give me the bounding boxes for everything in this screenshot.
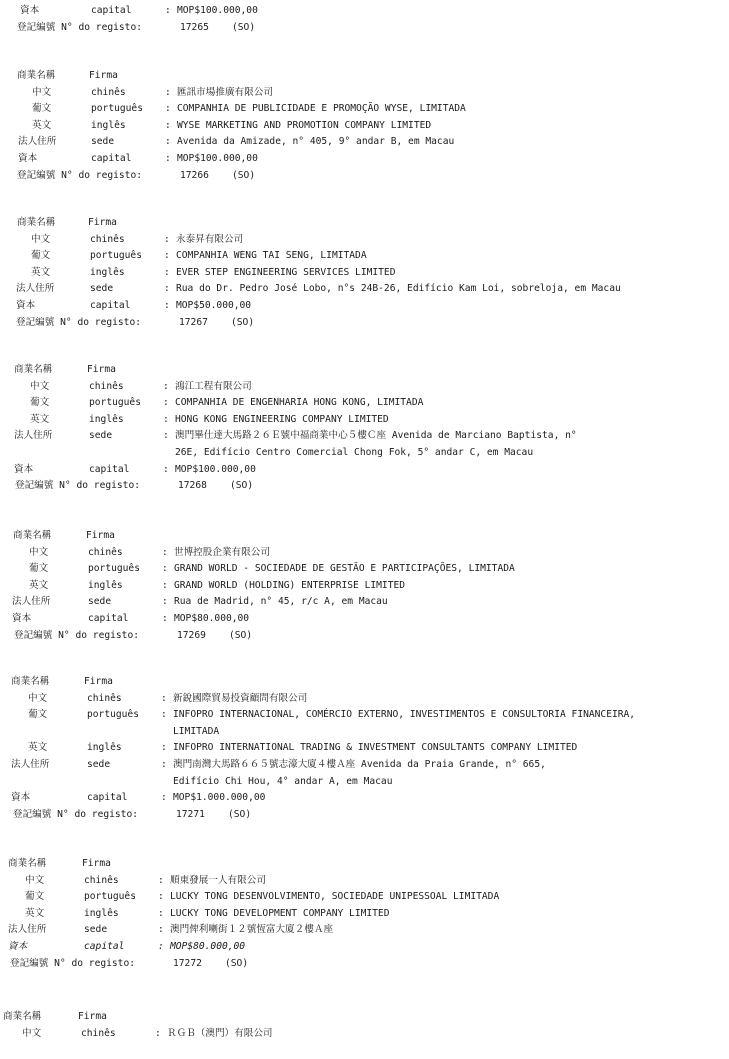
field-label-zh: 英文 — [25, 907, 45, 919]
field-label-pt: sede — [90, 283, 114, 295]
field-label-pt: chinês — [87, 692, 122, 704]
field-label-pt: português — [84, 891, 136, 903]
field-value: Rua do Dr. Pedro José Lobo, n°s 24B-26, Edifício Kam Loi, sobreloja, em Macau — [176, 283, 621, 295]
registration-label: 登記編號 N° do registo: — [16, 316, 142, 328]
field-value: COMPANHIA DE ENGENHARIA HONG KONG, LIMITADA — [175, 397, 424, 409]
field-label-zh: 法人住所 — [11, 759, 50, 770]
field-value-continued: 26E, Edifício Centro Comercial Chong Fok, 5° andar C, em Macau — [175, 447, 534, 458]
registration-number: 17266 — [180, 169, 209, 181]
field-label-pt: chinês — [88, 546, 123, 558]
registration-suffix: (SO) — [228, 808, 252, 820]
field-label-zh: 英文 — [31, 266, 51, 278]
field-label-zh: 英文 — [30, 413, 50, 425]
field-label-zh: 中文 — [29, 546, 49, 558]
firm-title-pt: Firma — [88, 217, 117, 228]
firm-title-zh: 商業名稱 — [14, 364, 53, 375]
field-value: MOP$50.000,00 — [176, 300, 252, 311]
field-value: COMPANHIA DE PUBLICIDADE E PROMOÇÃO WYSE, LIMITADA — [177, 103, 466, 115]
firm-title-pt: Firma — [84, 676, 113, 687]
field-value: MOP$1.000.000,00 — [173, 792, 266, 804]
field-separator: : — [163, 413, 169, 425]
field-separator: : — [165, 136, 171, 148]
registration-label: 登記編號 N° do registo: — [13, 808, 139, 820]
field-label-zh: 葡文 — [31, 250, 51, 262]
field-separator: : — [165, 86, 171, 98]
field-value: 順東發展一人有限公司 — [170, 874, 266, 886]
field-value: Rua de Madrid, n° 45, r/c A, em Macau — [174, 596, 388, 608]
registration-suffix: (SO) — [225, 957, 249, 969]
registration-label: 登記編號 N° do registo: — [10, 957, 136, 969]
field-separator: : — [163, 380, 169, 392]
field-separator: : — [163, 430, 169, 442]
field-separator: : — [162, 596, 168, 608]
field-value-continued: LIMITADA — [173, 725, 220, 737]
firm-title-zh: 商業名稱 — [3, 1011, 42, 1022]
field-separator: : — [162, 579, 168, 591]
field-value: Avenida da Amizade, n° 405, 9° andar B, em Macau — [177, 136, 455, 148]
field-label-pt: português — [89, 397, 141, 409]
field-label-zh: 資本 — [11, 792, 31, 804]
firm-title-pt: Firma — [82, 858, 111, 869]
field-label-pt: chinês — [90, 233, 125, 245]
field-label-zh: 中文 — [32, 86, 52, 98]
field-label-pt: chinês — [81, 1027, 116, 1039]
field-label-pt: capital — [88, 613, 129, 624]
field-label-zh: 資本 — [18, 153, 38, 164]
registration-suffix: (SO) — [231, 316, 255, 328]
field-separator: : — [158, 941, 164, 952]
field-label-zh: 資本 — [8, 941, 28, 952]
field-value: HONG KONG ENGINEERING COMPANY LIMITED — [175, 413, 389, 425]
field-label-pt: sede — [91, 136, 115, 148]
field-label-pt: inglês — [84, 907, 119, 919]
field-label-zh: 英文 — [29, 579, 49, 591]
field-label-zh: 資本 — [16, 300, 36, 311]
field-value: WYSE MARKETING AND PROMOTION COMPANY LIMITED — [177, 119, 432, 131]
registration-label: 登記編號 N° do registo: — [15, 480, 141, 492]
field-separator: : — [165, 5, 171, 16]
firm-title-zh: 商業名稱 — [13, 530, 52, 541]
field-label-pt: sede — [88, 596, 112, 608]
registration-label: 登記編號 N° do registo: — [14, 629, 140, 641]
field-label-pt: português — [87, 709, 139, 721]
field-value: GRAND WORLD - SOCIEDADE DE GESTÃO E PARTICIPAÇÕES, LIMITADA — [174, 563, 515, 575]
field-separator: : — [161, 792, 167, 804]
field-label-zh: 中文 — [31, 233, 51, 245]
field-separator: : — [165, 119, 171, 131]
field-value: INFOPRO INTERNACIONAL, COMÉRCIO EXTERNO, INVESTIMENTOS E CONSULTORIA FINANCEIRA, — [173, 709, 636, 721]
firm-title-zh: 商業名稱 — [17, 70, 56, 81]
field-label-pt: capital — [91, 153, 132, 164]
field-value: 匯訊市場推廣有限公司 — [177, 86, 273, 98]
field-separator: : — [155, 1027, 161, 1039]
field-label-zh: 葡文 — [30, 397, 50, 409]
field-label-pt: inglês — [89, 413, 124, 425]
field-separator: : — [163, 463, 169, 475]
field-label-zh: 資本 — [12, 613, 32, 624]
field-separator: : — [158, 874, 164, 886]
field-value: MOP$80.000,00 — [170, 941, 246, 952]
field-label-pt: português — [88, 563, 140, 575]
field-value: 澳門南灣大馬路６６５號志濠大廈４樓Ａ座 Avenida da Praia Grande, n° 665, — [173, 759, 546, 770]
field-value: 永泰昇有限公司 — [176, 233, 244, 245]
field-label-zh: 中文 — [22, 1027, 42, 1039]
field-value: GRAND WORLD (HOLDING) ENTERPRISE LIMITED — [174, 579, 406, 591]
field-label-zh: 葡文 — [25, 891, 45, 903]
field-label-zh: 資本 — [20, 5, 40, 16]
registration-number: 17271 — [176, 808, 205, 820]
field-label-pt: chinês — [84, 874, 119, 886]
field-value: ＲＧＢ（澳門）有限公司 — [167, 1027, 273, 1039]
field-value: 新銳國際貿易投資顧問有限公司 — [173, 692, 308, 704]
field-separator: : — [161, 709, 167, 721]
field-label-zh: 葡文 — [32, 103, 52, 115]
field-label-pt: capital — [90, 300, 131, 311]
field-separator: : — [161, 692, 167, 704]
field-separator: : — [161, 759, 167, 770]
firm-title-pt: Firma — [89, 70, 118, 81]
field-label-pt: capital — [84, 941, 125, 952]
registration-number: 17269 — [177, 629, 206, 641]
field-label-zh: 中文 — [25, 874, 45, 886]
field-separator: : — [162, 613, 168, 624]
field-value: 世博控股企業有限公司 — [174, 546, 270, 558]
field-label-zh: 資本 — [14, 463, 34, 475]
field-label-zh: 法人住所 — [8, 924, 47, 936]
field-label-zh: 法人住所 — [16, 283, 55, 295]
field-separator: : — [164, 266, 170, 278]
field-label-pt: chinês — [91, 86, 126, 98]
field-label-zh: 法人住所 — [12, 596, 51, 608]
firm-title-pt: Firma — [86, 530, 115, 541]
field-value: 鴻江工程有限公司 — [175, 380, 252, 392]
field-label-zh: 法人住所 — [14, 430, 53, 442]
field-separator: : — [162, 546, 168, 558]
field-label-pt: sede — [84, 924, 108, 936]
field-label-zh: 法人住所 — [18, 136, 57, 148]
field-value: EVER STEP ENGINEERING SERVICES LIMITED — [176, 266, 396, 278]
field-label-pt: capital — [91, 5, 132, 16]
field-separator: : — [162, 563, 168, 575]
field-label-zh: 中文 — [28, 692, 48, 704]
field-separator: : — [158, 924, 164, 936]
firm-title-zh: 商業名稱 — [11, 676, 50, 687]
registration-suffix: (SO) — [229, 629, 253, 641]
field-separator: : — [164, 233, 170, 245]
field-label-zh: 葡文 — [29, 563, 49, 575]
registration-suffix: (SO) — [232, 169, 256, 181]
field-label-pt: inglês — [90, 266, 125, 278]
registration-number: 17272 — [173, 957, 202, 969]
field-label-pt: capital — [87, 792, 128, 804]
field-label-pt: português — [91, 103, 143, 115]
field-value: MOP$100.000,00 — [175, 463, 256, 475]
field-label-zh: 英文 — [32, 119, 52, 131]
field-separator: : — [164, 283, 170, 295]
field-value: MOP$100.000,00 — [177, 153, 258, 164]
field-separator: : — [163, 397, 169, 409]
field-label-zh: 葡文 — [28, 709, 48, 721]
registration-label: 登記編號 N° do registo: — [17, 21, 143, 33]
registration-number: 17268 — [178, 480, 207, 492]
field-label-pt: sede — [89, 430, 113, 442]
field-label-zh: 中文 — [30, 380, 50, 392]
field-separator: : — [161, 742, 167, 754]
field-label-pt: inglês — [87, 742, 122, 754]
field-separator: : — [158, 891, 164, 903]
registration-label: 登記編號 N° do registo: — [17, 169, 143, 181]
field-separator: : — [164, 300, 170, 311]
field-value: 澳門俾利喇街１２號恆富大廈２樓Ａ座 — [170, 924, 334, 936]
field-label-pt: sede — [87, 759, 111, 770]
field-label-pt: inglês — [91, 119, 126, 131]
field-separator: : — [164, 250, 170, 262]
field-value-continued: Edifício Chi Hou, 4° andar A, em Macau — [173, 775, 393, 787]
registration-number: 17267 — [179, 316, 208, 328]
field-label-pt: inglês — [88, 579, 123, 591]
firm-title-pt: Firma — [78, 1011, 107, 1022]
field-value: MOP$100.000,00 — [177, 5, 258, 16]
registration-suffix: (SO) — [230, 480, 254, 492]
registration-suffix: (SO) — [232, 21, 256, 33]
firm-title-pt: Firma — [87, 364, 116, 375]
field-separator: : — [165, 153, 171, 164]
firm-title-zh: 商業名稱 — [17, 217, 56, 228]
registration-number: 17265 — [180, 21, 209, 33]
field-value: MOP$80.000,00 — [174, 613, 250, 624]
field-value: COMPANHIA WENG TAI SENG, LIMITADA — [176, 250, 367, 262]
field-separator: : — [158, 907, 164, 919]
field-separator: : — [165, 103, 171, 115]
field-label-pt: capital — [89, 463, 130, 475]
field-label-pt: chinês — [89, 380, 124, 392]
field-value: LUCKY TONG DESENVOLVIMENTO, SOCIEDADE UNIPESSOAL LIMITADA — [170, 891, 500, 903]
firm-title-zh: 商業名稱 — [8, 858, 47, 869]
field-label-zh: 英文 — [28, 742, 48, 754]
field-value: 澳門畢仕達大馬路２６Ｅ號中福商業中心５樓Ｃ座 Avenida de Marciano Baptista, n° — [175, 430, 577, 442]
field-value: LUCKY TONG DEVELOPMENT COMPANY LIMITED — [170, 907, 390, 919]
field-value: INFOPRO INTERNATIONAL TRADING & INVESTMENT CONSULTANTS COMPANY LIMITED — [173, 742, 578, 754]
field-label-pt: português — [90, 250, 142, 262]
